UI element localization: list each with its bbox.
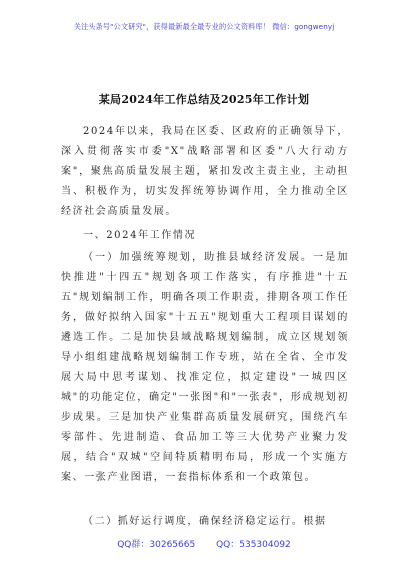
document-title: 某局2024年工作总结及2025年工作计划 xyxy=(98,93,310,106)
intro-paragraph: 2024年以来，我局在区委、区政府的正确领导下，深入贯彻落实市委"X"战略部署和区委"八大行动方案"，聚焦高质量发展主题，紧扣发改主责主业，主动担当、积极作为，切实发挥统筹协调作用，全力推动全区经济社会高质量发展。 xyxy=(61,126,349,217)
qq-number: QQ：535304092 xyxy=(216,540,291,550)
qq-group-number: QQ群：30265665 xyxy=(117,540,196,550)
subsection-paragraph-1: （一）加强统筹规划，助推县域经济发展。一是加快推进"十四五"规划各项工作落实，有序推进"十五五"规划编制工作，明确各项工作职责，排期各项工作任务，做好拟纳入国家"十五五"规划重大工程项目谋划的遴选工作。二是加快县域战略规划编制，成立区规划领导小组组建战略规划编制工作专班，站在全省、全市发展大局中思考谋划、找准定位，拟定建设"一城四区城"的功能定位，确定"一张图"和"一张表"，形成规划初步成果。三是加快产业集群高质量发展研究，围绕汽车零部件、先进制造、食品加工等三大优势产业聚力发展，结合"双城"空间特质精明布局，形成一个实施方案、一张产业图谱，一套指标体系和一个政策包。 xyxy=(61,252,349,483)
header-notice: 关注头条号"公文研究"，获得最新最全最专业的公文资料库！ 微信：gongwenyj xyxy=(73,22,335,31)
section-heading: 一、2024年工作情况 xyxy=(83,230,197,241)
subsection-paragraph-2: （二）抓好运行调度，确保经济稳定运行。根据 xyxy=(83,516,327,527)
footer-contact xyxy=(0,537,408,550)
